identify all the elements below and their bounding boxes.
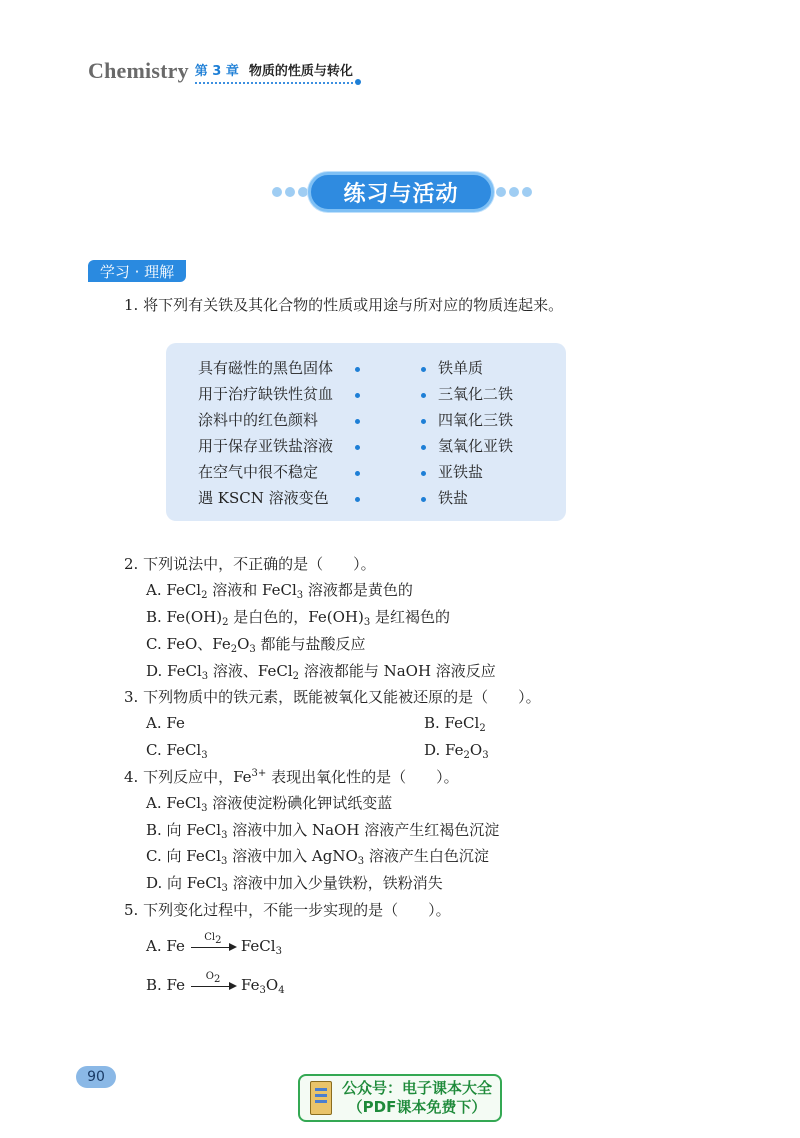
matching-box bbox=[166, 343, 566, 521]
question-3-option: A. Fe bbox=[146, 714, 185, 732]
question-4-option: C. 向 FeCl$_3$ 溶液中加入 AgNO$_3$ 溶液产生白色沉淀 bbox=[146, 847, 489, 867]
banner-dot bbox=[509, 187, 519, 197]
page-number: 90 bbox=[87, 1069, 105, 1085]
question-3-option: C. FeCl$_3$ bbox=[146, 741, 208, 761]
banner-dot bbox=[285, 187, 295, 197]
question-3-option: B. FeCl$_2$ bbox=[424, 714, 486, 734]
match-left-item: 用于保存亚铁盐溶液 bbox=[198, 437, 334, 455]
question-4-option: A. FeCl$_3$ 溶液使淀粉碘化钾试纸变蓝 bbox=[146, 794, 393, 814]
question-3-option: D. $Fe_2O_3$ bbox=[424, 741, 489, 761]
watermark-line-1: 公众号：电子课本大全 bbox=[342, 1079, 493, 1097]
question-2-option: B. $Fe(OH)_2$ 是白色的，$Fe(OH)_3$ 是红褐色的 bbox=[146, 608, 450, 628]
option-prefix: A. Fe bbox=[146, 937, 185, 955]
question-2-option: D. FeCl$_3$ 溶液、FeCl$_2$ 溶液都能与 NaOH 溶液反应 bbox=[146, 662, 496, 682]
match-left-dot bbox=[355, 419, 360, 424]
section-tag bbox=[88, 260, 186, 282]
banner-dot bbox=[522, 187, 532, 197]
header-brand: Chemistry bbox=[88, 58, 189, 83]
page-number-badge bbox=[76, 1066, 116, 1088]
option-prefix: B. Fe bbox=[146, 976, 186, 994]
match-right-item: 三氧化二铁 bbox=[438, 385, 514, 403]
question-2-option: C. FeO、$Fe_2O_3$ 都能与盐酸反应 bbox=[146, 635, 366, 655]
match-right-item: 亚铁盐 bbox=[438, 463, 484, 481]
header-chapter-number: 第 3 章 bbox=[194, 64, 239, 79]
match-left-dot bbox=[355, 471, 360, 476]
match-left-item: 用于治疗缺铁性贫血 bbox=[198, 385, 334, 403]
match-right-dot bbox=[421, 471, 426, 476]
header-chapter-title: 物质的性质与转化 bbox=[248, 64, 353, 79]
option-product: $Fe_3O_4$ bbox=[241, 976, 285, 996]
running-header bbox=[88, 58, 353, 84]
reaction-arrow bbox=[189, 932, 237, 956]
question-1-stem: 1. 将下列有关铁及其化合物的性质或用途与所对应的物质连起来。 bbox=[124, 296, 564, 314]
match-right-dot bbox=[421, 445, 426, 450]
banner-pill bbox=[308, 172, 494, 212]
question-5-stem: 5. 下列变化过程中，不能一步实现的是（ ）。 bbox=[124, 901, 451, 919]
match-left-dot bbox=[355, 445, 360, 450]
match-left-item: 遇 KSCN 溶液变色 bbox=[198, 489, 329, 507]
watermark-text bbox=[342, 1079, 492, 1117]
match-right-dot bbox=[421, 497, 426, 502]
banner-dot bbox=[496, 187, 506, 197]
reaction-arrow bbox=[189, 971, 237, 995]
match-right-item: 氢氧化亚铁 bbox=[438, 437, 514, 455]
question-4-option: D. 向 FeCl$_3$ 溶液中加入少量铁粉，铁粉消失 bbox=[146, 874, 443, 894]
match-right-dot bbox=[421, 419, 426, 424]
option-product: FeCl$_3$ bbox=[240, 937, 282, 957]
book-icon bbox=[310, 1081, 332, 1115]
match-right-item: 四氧化三铁 bbox=[438, 411, 514, 429]
question-5-option-a bbox=[146, 932, 282, 957]
match-left-dot bbox=[355, 497, 360, 502]
question-2-option: A. FeCl$_2$ 溶液和 FeCl$_3$ 溶液都是黄色的 bbox=[146, 581, 413, 601]
header-chapter bbox=[195, 60, 353, 84]
banner-dot bbox=[298, 187, 308, 197]
question-2-stem: 2. 下列说法中，不正确的是（ ）。 bbox=[124, 555, 376, 573]
arrow-label: $O_2$ bbox=[205, 971, 221, 985]
match-left-item: 涂料中的红色颜料 bbox=[198, 411, 319, 429]
question-4-option: B. 向 FeCl$_3$ 溶液中加入 NaOH 溶液产生红褐色沉淀 bbox=[146, 821, 500, 841]
match-right-item: 铁盐 bbox=[438, 489, 469, 507]
banner-title: 练习与活动 bbox=[343, 181, 459, 207]
match-left-dot bbox=[355, 367, 360, 372]
section-banner bbox=[270, 172, 532, 212]
watermark-stamp bbox=[298, 1074, 502, 1122]
question-3-stem: 3. 下列物质中的铁元素，既能被氧化又能被还原的是（ ）。 bbox=[124, 688, 541, 706]
banner-dot bbox=[272, 187, 282, 197]
question-4-stem: 4. 下列反应中，$Fe^{3+}$ 表现出氧化性的是（ ）。 bbox=[124, 768, 459, 786]
header-dot bbox=[355, 79, 361, 85]
question-5-option-b bbox=[146, 971, 285, 996]
match-left-dot bbox=[355, 393, 360, 398]
watermark-line-2: （PDF课本免费下） bbox=[347, 1098, 487, 1116]
match-right-dot bbox=[421, 367, 426, 372]
match-left-item: 具有磁性的黑色固体 bbox=[198, 359, 334, 377]
match-right-dot bbox=[421, 393, 426, 398]
arrow-label: $Cl_2$ bbox=[204, 932, 222, 946]
section-tag-label: 学习 · 理解 bbox=[99, 262, 175, 281]
match-right-item: 铁单质 bbox=[438, 359, 484, 377]
match-left-item: 在空气中很不稳定 bbox=[198, 463, 319, 481]
